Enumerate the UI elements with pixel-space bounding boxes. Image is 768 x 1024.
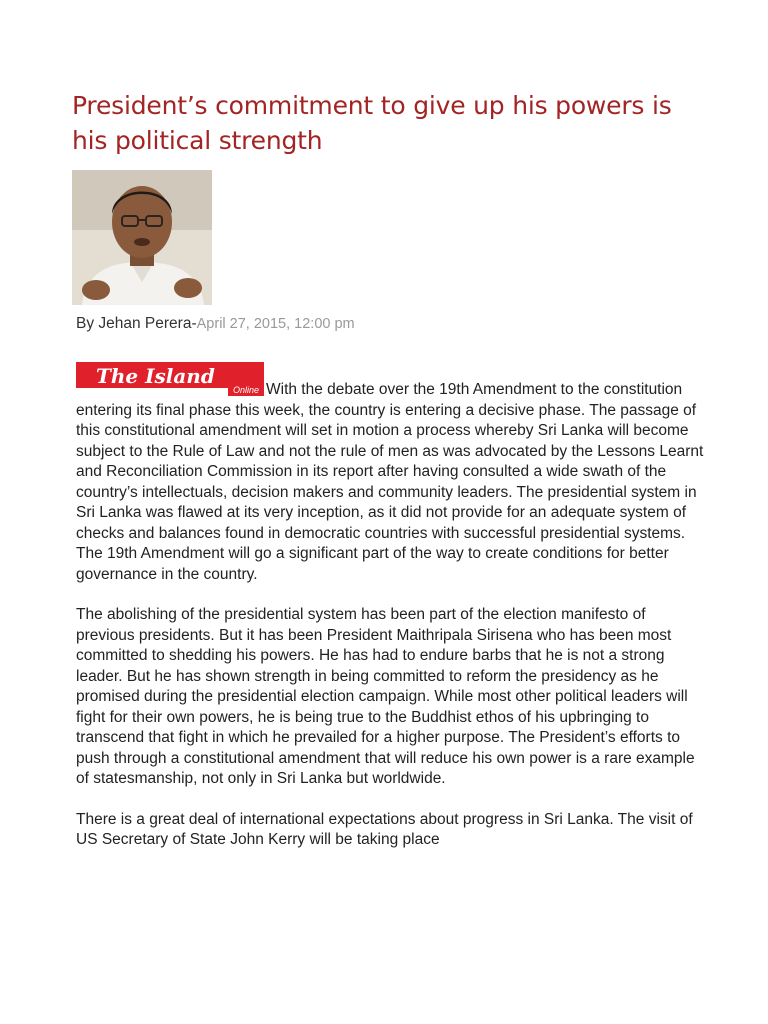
paragraph: With the debate over the 19th Amendment to the constitution entering its final phase this week, the country is entering a decisive phase. The passage of this constitutional amendment will set in motion a process whereby Sri Lanka will become subject to the Rule of Law and not the rule of men as was advocated by the Lessons Learnt and Reconciliation Commission in its report after having consulted a wide swath of the country’s intellectuals, decision makers and community leaders. The presidential system in Sri Lanka was flawed at its very inception, as it did not provide for an adequate system of checks and balances found in democratic countries with successful presidential systems. The 19th Amendment will go a significant part of the way to create conditions for better governance in the country. xyxy=(76,381,704,583)
paragraph: The abolishing of the presidential system has been part of the election manifesto of previous presidents. But it has been President Maithripala Sirisena who has been most committed to shedding his powers. He has had to endure barbs that he is not a strong leader. But he has shown strength in being committed to reform the presidency as he promised during the presidential election campaign. While most other political leaders will fight for their own powers, he is being true to the Buddhist ethos of his upbringing to transcend that fight in which he prevailed for a higher purpose. The President’s efforts to push through a constitutional amendment that will reduce his own power is a rare example of statesmanship, not only in Sri Lanka but worldwide. xyxy=(76,606,695,787)
logo-online-tag: Online xyxy=(228,385,264,396)
logo-brand-text: The Island xyxy=(96,364,215,388)
author-photo xyxy=(72,170,212,305)
byline xyxy=(76,314,355,334)
portrait-illustration xyxy=(72,170,212,305)
byline-author: By Jehan Perera- xyxy=(76,315,197,332)
byline-date: April 27, 2015, 12:00 pm xyxy=(196,316,355,332)
paragraph: There is a great deal of international expectations about progress in Sri Lanka. The visit of US Secretary of State John Kerry will be taking place xyxy=(76,810,693,848)
article-title: President’s commitment to give up his powers is his political strength xyxy=(72,91,672,155)
article-body xyxy=(76,380,704,871)
